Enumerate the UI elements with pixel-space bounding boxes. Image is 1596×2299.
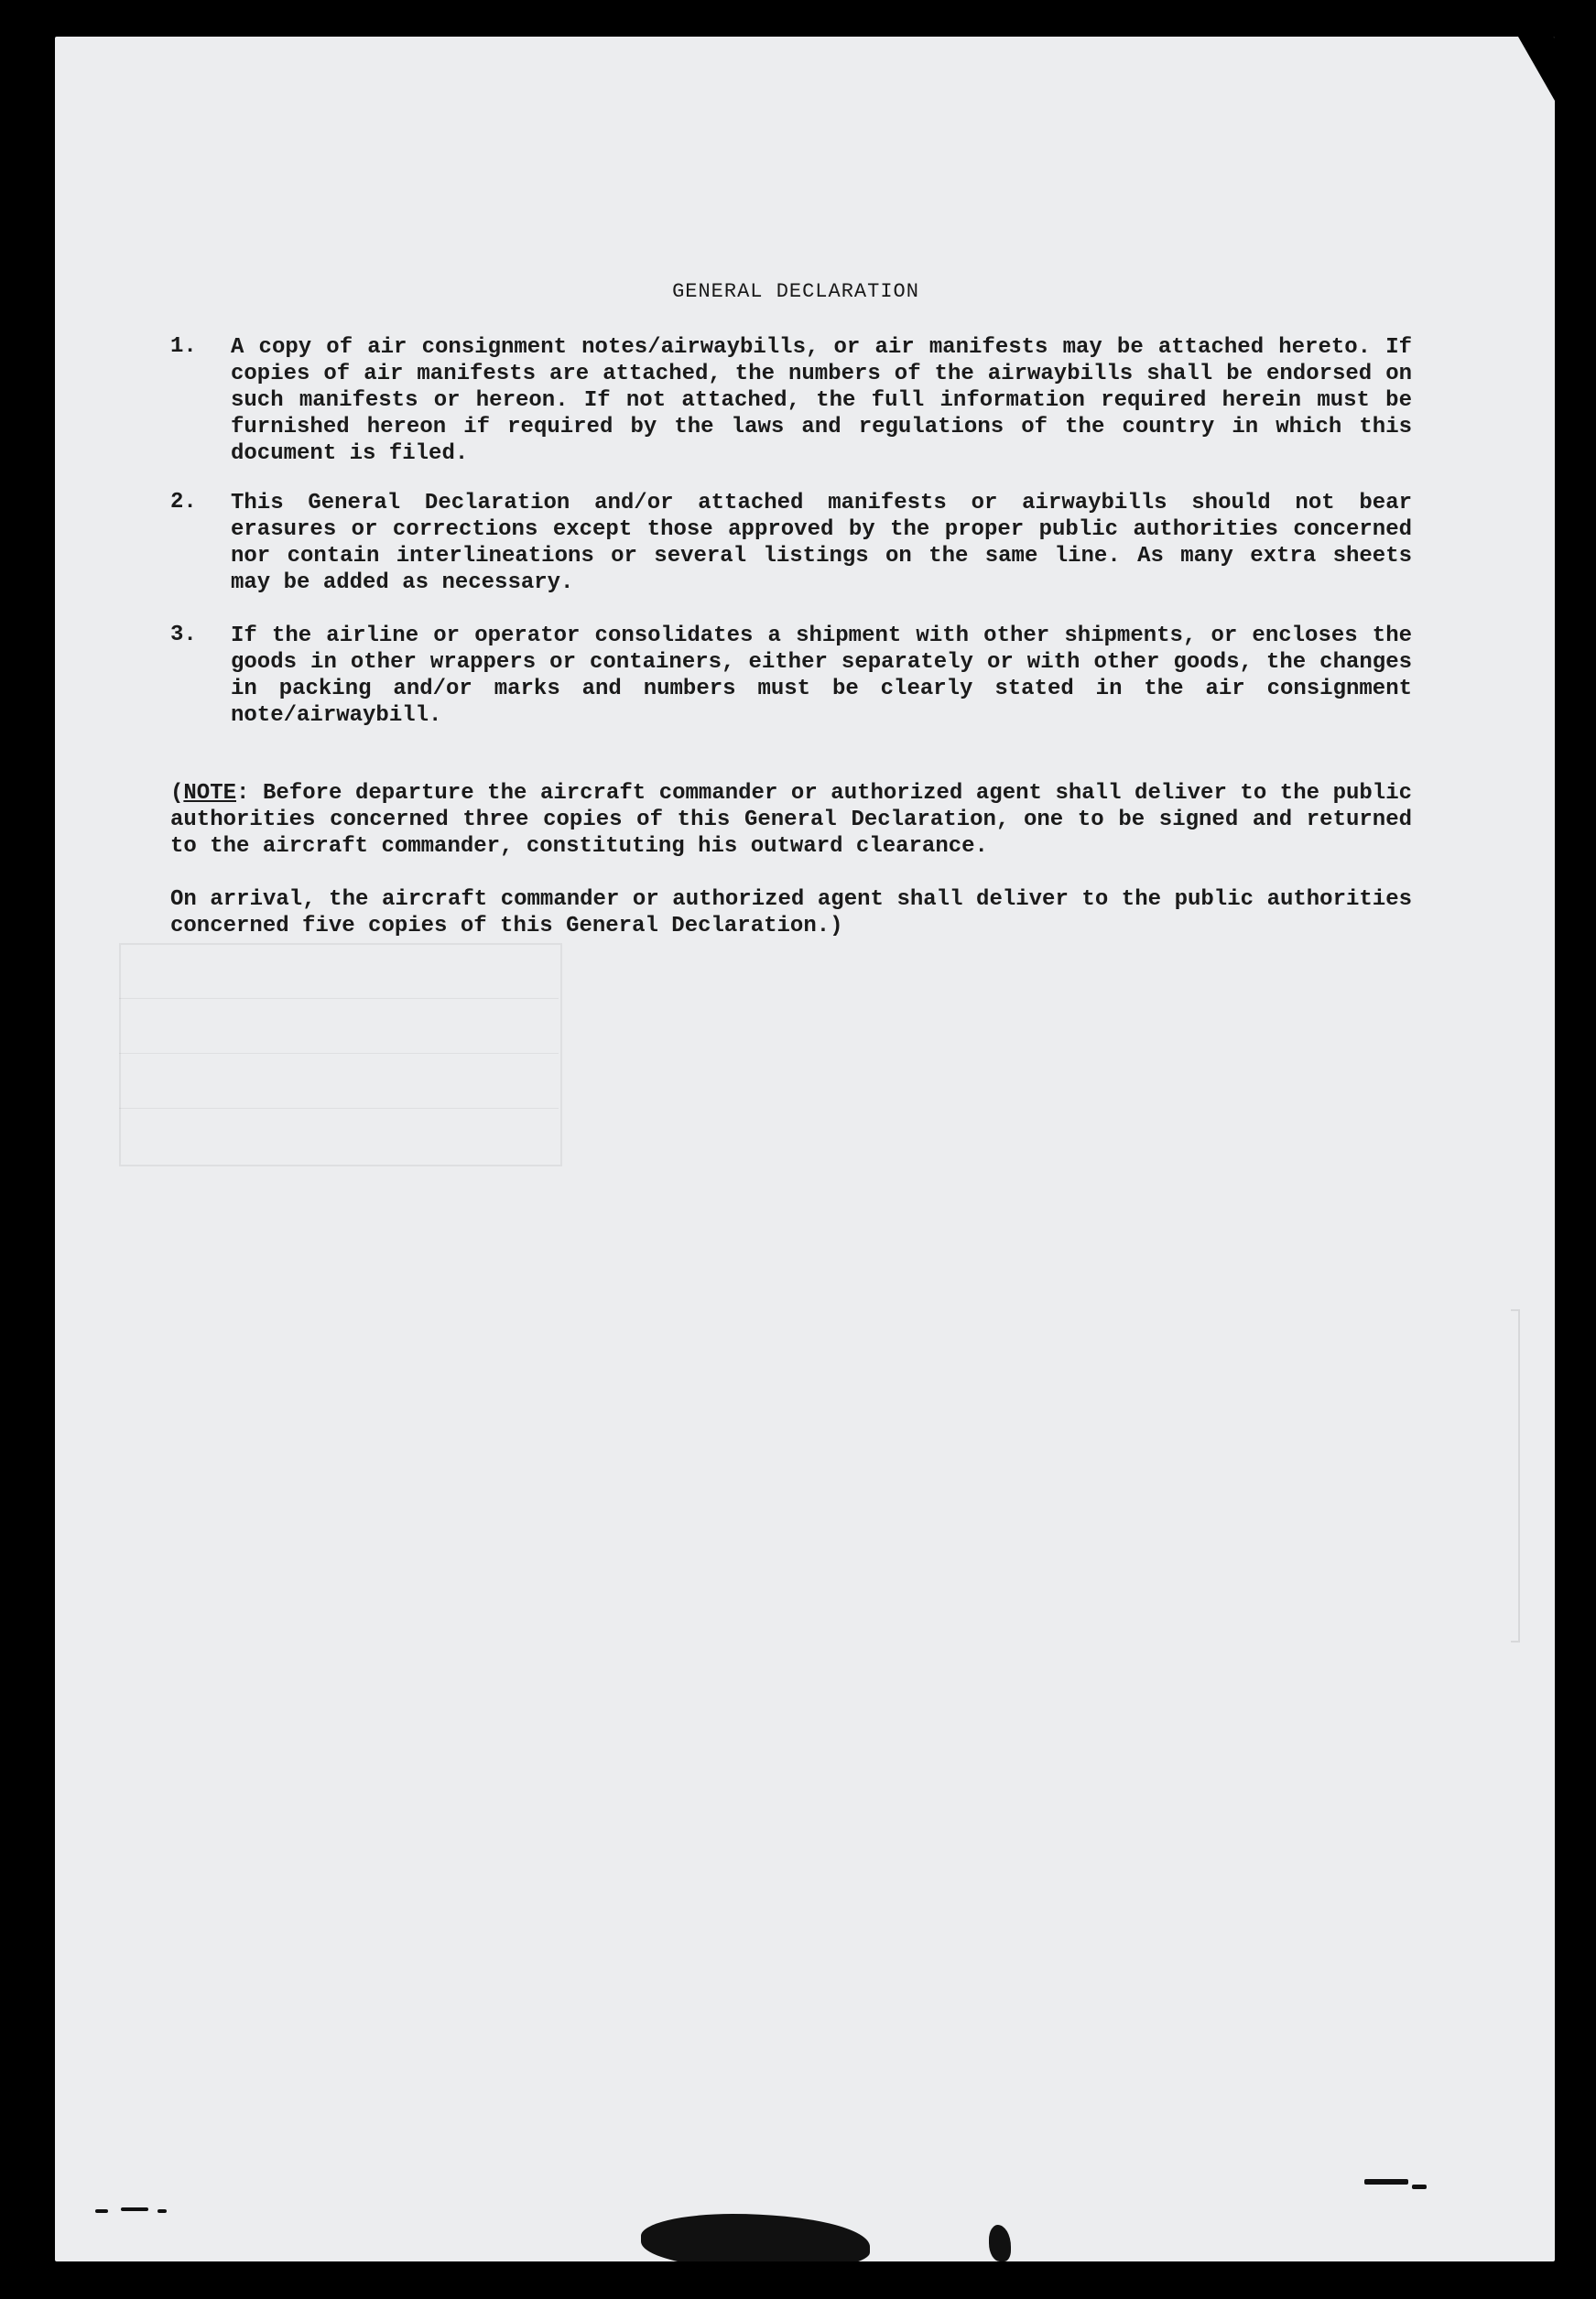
note-colon: : bbox=[236, 781, 250, 806]
margin-mark bbox=[95, 2209, 108, 2213]
item-text: If the airline or operator consolidates a shipment with other shipments, or encloses the goods in other wrappers or containers, either separately or with other goods, the changes in packing and/or marks and numbers must be clearly stated in the air consignment note/airwaybill. bbox=[231, 624, 1412, 728]
item-text: A copy of air consignment notes/airwaybills, or air manifests may be attached hereto. If copies of air manifests are attached, the numbers of the airwaybills shall be endorsed on such manifests or hereon. If not attached, the full information required herein must be furnished hereon if required by the laws and regulations of the country in which this document is filed. bbox=[231, 335, 1412, 466]
item-number: 1. bbox=[170, 334, 197, 359]
note-label: NOTE bbox=[183, 781, 237, 806]
note-text: Before departure the aircraft commander or authorized agent shall deliver to the public authorities concerned three copies of this General Declaration, one to be signed and returned to the aircraft commander, constituting his outward clearance. bbox=[170, 781, 1412, 859]
item-number: 3. bbox=[170, 623, 197, 647]
note-open-paren: ( bbox=[170, 781, 184, 806]
page-title: GENERAL DECLARATION bbox=[672, 280, 919, 303]
arrival-note: On arrival, the aircraft commander or authorized agent shall deliver to the public authorities concerned five copies of this General Declaration.) bbox=[170, 887, 1412, 938]
margin-mark bbox=[121, 2207, 148, 2211]
departure-note bbox=[170, 780, 1412, 860]
item-text: This General Declaration and/or attached manifests or airwaybills should not bear erasures or corrections except those approved by the proper public authorities concerned nor contain interlineations or several listings on the same line. As many extra sheets may be added as necessary. bbox=[231, 491, 1412, 595]
margin-mark bbox=[1412, 2185, 1427, 2189]
margin-mark bbox=[157, 2209, 167, 2213]
declaration-text bbox=[55, 37, 1555, 2261]
margin-mark bbox=[1364, 2179, 1408, 2185]
document-sheet bbox=[55, 37, 1555, 2261]
item-number: 2. bbox=[170, 490, 197, 515]
